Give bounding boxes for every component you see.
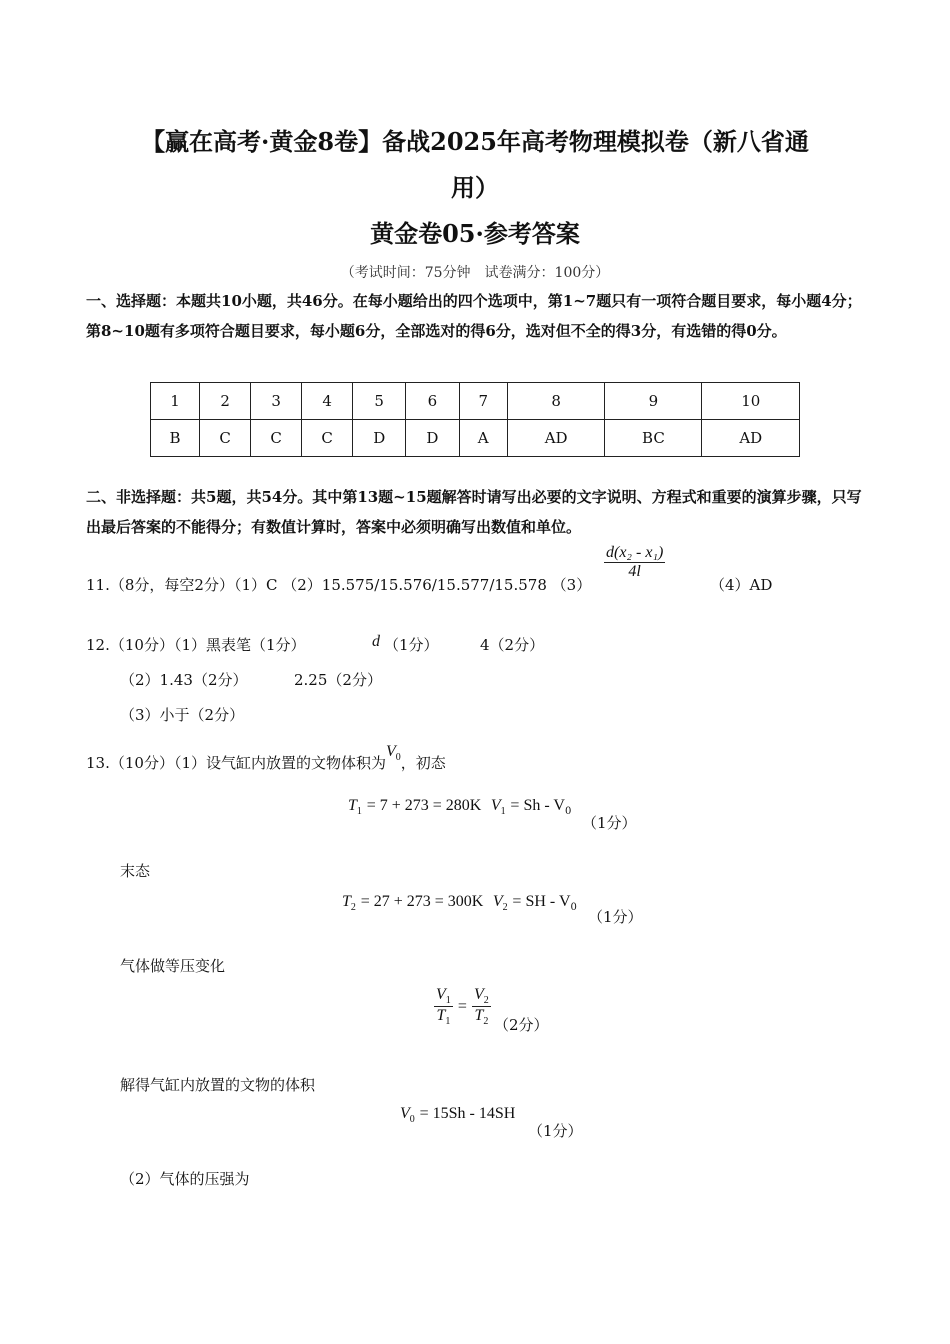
q13-final-state-label: 末态 xyxy=(120,862,151,880)
answer-cell: C xyxy=(200,420,251,457)
answer-cell: C xyxy=(302,420,353,457)
question-number-cell: 2 xyxy=(200,383,251,420)
answer-table-numbers-row xyxy=(151,383,800,420)
q13-intro xyxy=(86,743,446,775)
q13-eq1-score: （1分） xyxy=(582,814,637,832)
q13-eq1-t1: = 7 + 273 = 280K xyxy=(366,797,482,814)
answer-cell: AD xyxy=(702,420,800,457)
question-number-cell: 6 xyxy=(406,383,459,420)
answer-cell: B xyxy=(151,420,200,457)
q11-part4: （4）AD xyxy=(710,576,773,594)
q12-variable-d: d xyxy=(372,633,380,650)
q13-part2-label: （2）气体的压强为 xyxy=(120,1170,250,1188)
q13-equation-1: $T_1 = 7 + 273 = 280K$ $V_1 = Sh - V_0$ xyxy=(348,797,572,818)
q13-intro-v0: $V_0$ xyxy=(386,743,401,764)
document-title-line1: 【赢在高考·黄金8卷】备战2025年高考物理模拟卷（新八省通 xyxy=(141,127,809,156)
question-number-cell: 1 xyxy=(151,383,200,420)
answer-table xyxy=(150,382,800,457)
question-number-cell: 10 xyxy=(702,383,800,420)
q12-line2-part2: 2.25（2分） xyxy=(294,671,382,689)
q13-eq3-score: （2分） xyxy=(494,1016,549,1034)
q13-eq1-v1: = Sh - V xyxy=(510,797,565,814)
q12-line3: （3）小于（2分） xyxy=(120,706,245,724)
question-number-cell: 9 xyxy=(605,383,702,420)
question-number-cell: 7 xyxy=(459,383,507,420)
answer-cell: D xyxy=(406,420,459,457)
question-number-cell: 5 xyxy=(353,383,406,420)
q11-answer-text: 11.（8分，每空2分）（1）C （2）15.575/15.576/15.577/15.578 （3） xyxy=(86,576,592,594)
q13-eq4-score: （1分） xyxy=(528,1122,583,1140)
document-title-line2: 用） xyxy=(451,173,499,202)
q12-line2-part1: （2）1.43（2分） xyxy=(120,671,248,689)
q13-solve-label: 解得气缸内放置的文物的体积 xyxy=(120,1076,316,1094)
q13-equation-4: $V_0 = 15Sh - 14SH$ xyxy=(400,1105,516,1126)
q12-line1-part3: 4（2分） xyxy=(480,636,545,654)
exam-info: （考试时间：75分钟 试卷满分：100分） xyxy=(340,265,610,281)
q12-line1-part1: 12.（10分）（1）黑表笔（1分） xyxy=(86,636,306,654)
q13-eq2-v2: = SH - V xyxy=(512,893,571,910)
q11-fraction-numerator: d(x₂ - x₁) xyxy=(606,544,664,561)
q11-fraction-denominator: 4l xyxy=(628,563,641,580)
answer-cell: BC xyxy=(605,420,702,457)
question-number-cell: 8 xyxy=(507,383,604,420)
answer-cell: D xyxy=(353,420,406,457)
q13-intro-text: 13.（10分）（1）设气缸内放置的文物体积为 xyxy=(86,754,386,772)
answer-cell: C xyxy=(251,420,302,457)
q13-intro-tail: ，初态 xyxy=(400,754,446,772)
document-subtitle: 黄金卷05·参考答案 xyxy=(370,219,580,248)
q13-equation-3: $\frac{V_1}{T_1}$ = $\frac{V_2}{T_2}$ xyxy=(436,986,489,1028)
q13-equation-2: $T_2 = 27 + 273 = 300K$ $V_2$ = SH - $V_0$ xyxy=(342,893,577,914)
answer-cell: AD xyxy=(507,420,604,457)
section2-instructions: 二、非选择题：共5题，共54分。其中第13题~15题解答时请写出必要的文字说明、方程式和重要的演算步骤，只写出最后答案的不能得分；有数值计算时，答案中必须明确写出数值和单位。 xyxy=(86,488,862,536)
q13-eq4-v0: = 15Sh - 14SH xyxy=(419,1105,516,1122)
q12-line1-part2: （1分） xyxy=(384,636,439,654)
q13-eq2-score: （1分） xyxy=(588,908,643,926)
q11-fraction xyxy=(604,544,665,581)
section1-instructions: 一、选择题：本题共10小题，共46分。在每小题给出的四个选项中，第1~7题只有一项符合题目要求，每小题4分；第8~10题有多项符合题目要求，每小题6分，全部选对的得6分，选对但不全的得3分，有选错的得0分。 xyxy=(86,292,862,340)
answer-table-answers-row xyxy=(151,420,800,457)
q13-eq2-t2: = 27 + 273 = 300K xyxy=(360,893,484,910)
question-number-cell: 4 xyxy=(302,383,353,420)
question-number-cell: 3 xyxy=(251,383,302,420)
q13-isobaric-label: 气体做等压变化 xyxy=(120,957,226,975)
answer-cell: A xyxy=(459,420,507,457)
